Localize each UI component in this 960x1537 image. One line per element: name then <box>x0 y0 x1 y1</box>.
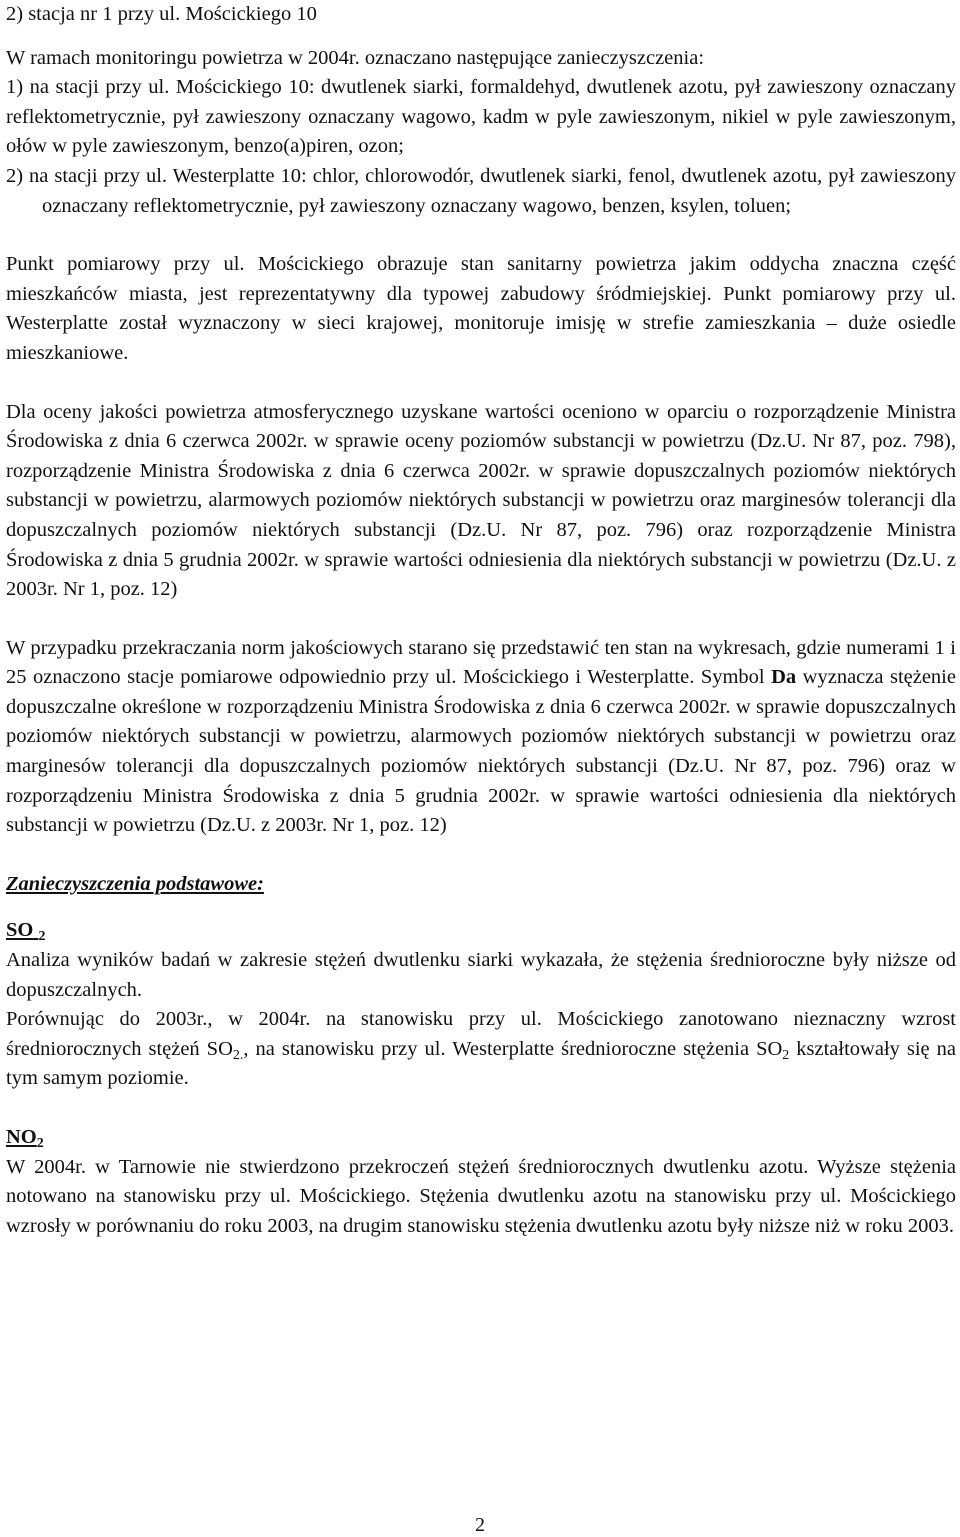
list-item-text: na stacji przy ul. Westerplatte 10: chlor, chlorowodór, dwutlenek siarki, fenol, dwutlenek azotu, pył zawieszony oznaczany reflektometrycznie, pył zawieszony oznaczany wagowo, benzen, ksylen, toluen; <box>29 164 956 217</box>
document-page <box>6 0 956 1241</box>
paragraph-text: W przypadku przekraczania norm jakościowych starano się przedstawić ten stan na wykresach, gdzie numerami 1 i 25 oznaczono stacje pomiarowe odpowiednio przy ul. Mościckiego i Westerplatte. Symbol <box>6 636 956 689</box>
symbol-da: Da <box>771 666 797 689</box>
section-title: Zanieczyszczenia podstawowe: <box>6 872 264 895</box>
paragraph-measurement-points: Punkt pomiarowy przy ul. Mościckiego obrazuje stan sanitarny powietrza jakim oddycha znaczna część mieszkańców miasta, jest reprezentatywny dla typowej zabudowy śródmiejskiej. Punkt pomiarowy przy ul. Westerplatte został wyznaczony w sieci krajowej, monitoruje imisję w strefie zamieszkania – duże osiedle mieszkaniowe. <box>6 253 956 364</box>
paragraph-text: wyznacza stężenie dopuszczalne określone w rozporządzeniu Ministra Środowiska z dnia 6 czerwca 2002r. w sprawie dopuszczalnych poziomów niektórych substancji w powietrzu, alarmowych poziomów niektórych substancji w powietrzu oraz marginesów tolerancji dla dopuszczalnych poziomów niektórych substancji (Dz.U. Nr 87, poz. 796) oraz w rozporządzeniu Ministra Środowiska z dnia 5 grudnia 2002r. w sprawie wartości odniesienia dla niektórych substancji w powietrzu (Dz.U. z 2003r. Nr 1, poz. 12) <box>6 666 956 837</box>
paragraph-charts-explanation <box>6 634 956 841</box>
paragraph-text: Porównując do 2003r., w 2004r. na stanowisku przy ul. Mościckiego zanotowano nieznaczny wzrost średniorocznych stężeń SO <box>6 1008 956 1060</box>
so2-heading <box>6 916 956 946</box>
list-marker: 1) <box>6 76 24 99</box>
heading-subscript: 2 <box>36 1136 44 1151</box>
monitoring-intro: W ramach monitoringu powietrza w 2004r. oznaczano następujące zanieczyszczenia: <box>6 46 705 69</box>
subscript: 2 <box>782 1047 790 1063</box>
pollutant-list-item-1 <box>6 73 956 162</box>
station-heading: 2) stacja nr 1 przy ul. Mościckiego 10 <box>6 3 317 25</box>
heading-base: NO <box>6 1126 37 1148</box>
no2-paragraph-1: W 2004r. w Tarnowie nie stwierdzono przekroczeń stężeń średniorocznych dwutlenku azotu. Wyższe stężenia notowano na stanowisku przy ul. Mościckiego. Stężenia dwutlenku azotu na stanowisku przy ul. Mościckiego wzrosły w porównaniu do roku 2003, na drugim stanowisku stężenia dwutlenku azotu były niższe niż w roku 2003. <box>6 1155 956 1237</box>
page-number: 2 <box>475 1514 485 1536</box>
paragraph-assessment-basis: Dla oceny jakości powietrza atmosferycznego uzyskane wartości oceniono w oparciu o rozporządzenie Ministra Środowiska z dnia 6 czerwca 2002r. w sprawie oceny poziomów substancji w powietrzu (Dz.U. Nr 87, poz. 798), rozporządzenie Ministra Środowiska z dnia 6 czerwca 2002r. w sprawie dopuszczalnych poziomów niektórych substancji w powietrzu, alarmowych poziomów niektórych substancji w powietrzu oraz marginesów tolerancji dla dopuszczalnych poziomów niektórych substancji (Dz.U. Nr 87, poz. 796) oraz rozporządzenie Ministra Środowiska z dnia 5 grudnia 2002r. w sprawie wartości odniesienia dla niektórych substancji w powietrzu (Dz.U. z 2003r. Nr 1, poz. 12) <box>6 400 956 601</box>
pollutant-list <box>6 73 956 221</box>
paragraph-text: , na stanowisku przy ul. Westerplatte średnioroczne stężenia SO <box>243 1037 783 1060</box>
so2-paragraph-2 <box>6 1005 956 1094</box>
pollutant-list-item-2 <box>6 162 956 221</box>
list-marker: 2) <box>6 164 24 187</box>
heading-base: SO <box>6 919 34 942</box>
no2-heading <box>6 1123 956 1153</box>
paragraph-text: kształtowały się na tym samym poziomie. <box>6 1037 957 1090</box>
so2-paragraph-1: Analiza wyników badań w zakresie stężeń dwutlenku siarki wykazała, że stężenia średnioroczne były niższe od dopuszczalnych. <box>6 949 956 1001</box>
heading-subscript: 2 <box>38 929 46 945</box>
subscript: 2. <box>232 1047 244 1063</box>
list-item-text: na stacji przy ul. Mościckiego 10: dwutlenek siarki, formaldehyd, dwutlenek azotu, pył zawieszony oznaczany reflektometrycznie, pył zawieszony oznaczany wagowo, kadm w pyle zawieszonym, nikiel w pyle zawieszonym, ołów w pyle zawieszonym, benzo(a)piren, ozon; <box>6 76 956 158</box>
